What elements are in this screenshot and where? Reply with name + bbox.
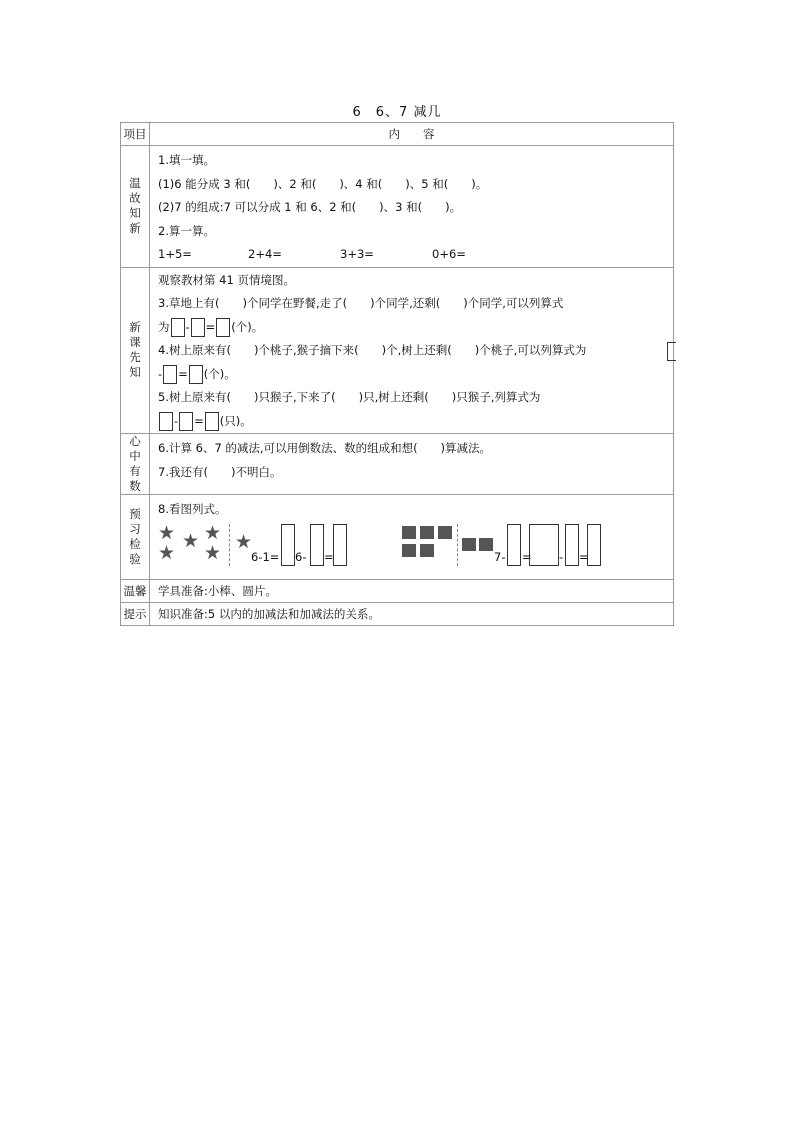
picture-area — [158, 522, 673, 578]
new-label: 新课先知 — [129, 320, 141, 380]
check-row — [121, 495, 674, 580]
tips-line-2: 知识准备:5 以内的加减法和加减法的关系。 — [150, 603, 674, 626]
minus-sign: - — [185, 319, 190, 334]
square-block-icon — [420, 526, 434, 539]
q2-item[interactable]: 2+4= — [248, 247, 282, 261]
answer-box[interactable] — [163, 365, 177, 384]
check-label: 预习检验 — [129, 507, 141, 566]
header-content: 内 容 — [150, 123, 674, 146]
q1-part2[interactable]: (2)7 的组成:7 可以分成 1 和 6、2 和( )、3 和( )。 — [158, 200, 462, 214]
divider — [457, 524, 458, 566]
new-intro: 观察教材第 41 页情境图。 — [158, 272, 295, 287]
q2-item[interactable]: 3+3= — [340, 247, 374, 261]
eq2-prefix: 6- — [295, 549, 307, 564]
unit-label: (个)。 — [203, 366, 236, 381]
q2-item[interactable]: 1+5= — [158, 247, 192, 261]
square-block-icon — [402, 526, 416, 539]
header-item: 项目 — [121, 123, 150, 146]
square-block-icon — [462, 538, 476, 551]
square-block-icon — [420, 544, 434, 557]
q2-items — [158, 243, 673, 267]
square-block-icon — [438, 526, 452, 539]
unit-label: (只)。 — [219, 413, 252, 428]
answer-box[interactable] — [587, 524, 601, 566]
new-row — [121, 267, 674, 434]
q7-text[interactable]: 7.我还有( )不明白。 — [158, 464, 282, 479]
eq2-equals: = — [324, 549, 334, 564]
eq4-minus: - — [559, 549, 564, 564]
equals-sign: = — [205, 319, 216, 334]
answer-box[interactable] — [191, 318, 205, 337]
mind-label: 心中有数 — [129, 434, 141, 493]
star-icon: ★ — [204, 521, 222, 544]
answer-box[interactable] — [565, 524, 579, 566]
answer-box[interactable] — [310, 524, 324, 566]
page-title: 6 6、7 减几 — [352, 105, 442, 120]
star-icon: ★ — [158, 521, 176, 544]
answer-box[interactable] — [529, 524, 559, 566]
equals-sign: = — [194, 413, 204, 428]
answer-box[interactable] — [159, 412, 173, 431]
tips-row-1 — [121, 580, 674, 603]
q3-text[interactable]: 3.草地上有( )个同学在野餐,走了( )个同学,还剩( )个同学,可以列算式 — [158, 296, 564, 310]
tips-label-1: 温馨 — [121, 580, 150, 603]
q2-title: 2.算一算。 — [158, 223, 215, 238]
eq1-prefix: 6-1= — [251, 549, 280, 564]
new-content — [150, 267, 674, 434]
tips-label-2: 提示 — [121, 603, 150, 626]
tips-line-1: 学具准备:小棒、圆片。 — [150, 580, 674, 603]
answer-box[interactable] — [667, 342, 676, 361]
answer-box[interactable] — [216, 318, 230, 337]
mind-label-cell — [121, 434, 150, 495]
q8-title: 8.看图列式。 — [158, 502, 227, 516]
q3-equation — [158, 316, 673, 340]
minus-sign: - — [174, 413, 179, 428]
q5-equation — [158, 410, 673, 434]
square-block-icon — [479, 538, 493, 551]
tips-row-2 — [121, 603, 674, 626]
star-icon: ★ — [158, 541, 176, 564]
q1-title: 1.填一填。 — [158, 153, 215, 167]
eq4-equals: = — [579, 549, 589, 564]
star-icon: ★ — [182, 529, 200, 552]
q1-part1[interactable]: (1)6 能分成 3 和( )、2 和( )、4 和( )、5 和( )。 — [158, 176, 488, 191]
answer-box[interactable] — [205, 412, 219, 431]
answer-box[interactable] — [179, 412, 193, 431]
review-row — [121, 146, 674, 268]
new-label-cell — [121, 267, 150, 434]
lesson-table — [120, 122, 674, 626]
q3-prefix: 为 — [158, 319, 170, 334]
star-icon: ★ — [235, 530, 253, 553]
check-content — [150, 495, 674, 580]
answer-box[interactable] — [189, 365, 203, 384]
header-row — [121, 123, 674, 146]
answer-box[interactable] — [507, 524, 521, 566]
star-icon: ★ — [204, 541, 222, 564]
check-label-cell — [121, 495, 150, 580]
answer-box[interactable] — [333, 524, 347, 566]
q4-text-label[interactable]: 4.树上原来有( )个桃子,猴子摘下来( )个,树上还剩( )个桃子,可以列算式为 — [158, 343, 587, 357]
divider — [229, 524, 230, 566]
answer-box[interactable] — [281, 524, 295, 566]
q2-item[interactable]: 0+6= — [432, 247, 466, 261]
q4-text — [158, 339, 673, 363]
minus-sign: - — [158, 366, 163, 381]
q4-equation — [158, 363, 673, 387]
unit-label: (个)。 — [231, 319, 264, 334]
eq3-equals: = — [522, 549, 532, 564]
q6-text[interactable]: 6.计算 6、7 的减法,可以用倒数法、数的组成和想( )算减法。 — [158, 441, 492, 455]
eq3-prefix: 7- — [494, 549, 506, 564]
q5-text[interactable]: 5.树上原来有( )只猴子,下来了( )只,树上还剩( )只猴子,列算式为 — [158, 390, 541, 404]
mind-content — [150, 434, 674, 495]
equals-sign: = — [178, 366, 188, 381]
review-label: 温故知新 — [129, 176, 141, 236]
mind-row — [121, 434, 674, 495]
review-label-cell — [121, 146, 150, 268]
answer-box[interactable] — [171, 318, 185, 337]
square-block-icon — [402, 544, 416, 557]
review-content — [150, 146, 674, 268]
